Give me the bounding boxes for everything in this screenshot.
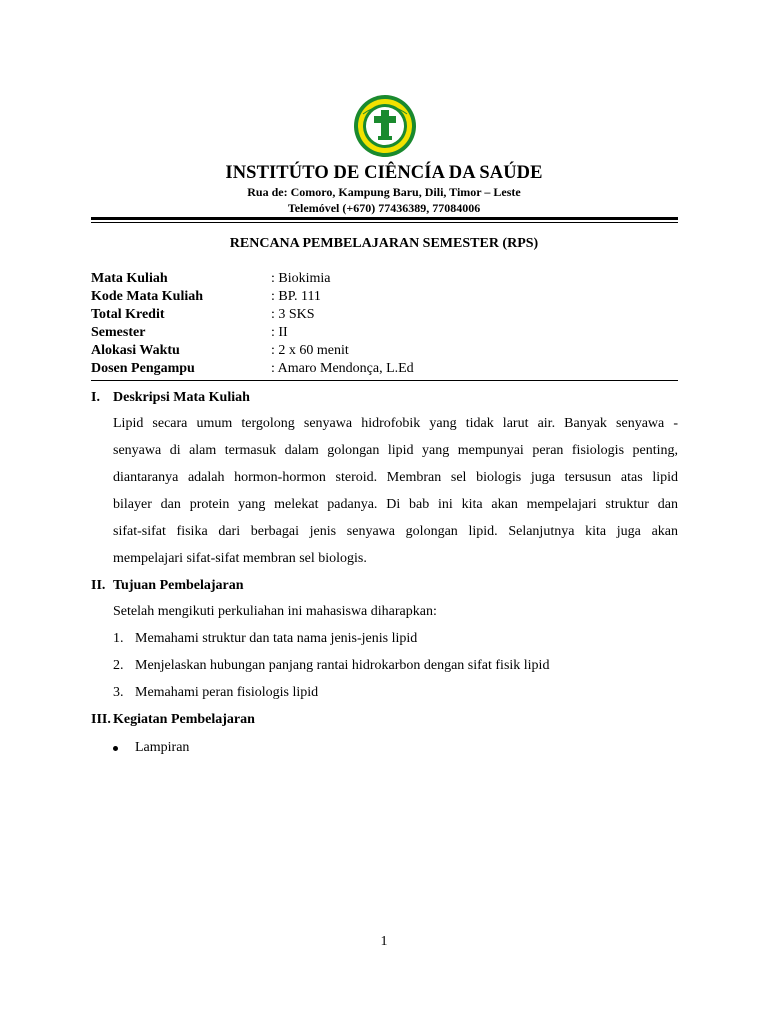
info-table-rule (91, 380, 678, 381)
description-paragraph (113, 410, 678, 572)
info-row (91, 342, 678, 360)
section-number: III. (91, 712, 111, 727)
page-number: 1 (380, 934, 388, 949)
info-row (91, 306, 678, 324)
bullet-text: Lampiran (135, 740, 190, 755)
info-value: : 2 x 60 menit (271, 343, 349, 358)
section-heading-objectives (91, 577, 244, 595)
section-title: Tujuan Pembelajaran (113, 578, 244, 593)
section-heading-activities (91, 711, 255, 729)
info-label: Semester (91, 325, 146, 340)
info-label: Mata Kuliah (91, 271, 168, 286)
info-label: Total Kredit (91, 307, 165, 322)
info-value: : 3 SKS (271, 307, 315, 322)
section-heading-description (91, 389, 250, 407)
header-rule-thick (91, 217, 678, 220)
institution-address: Rua de: Comoro, Kampung Baru, Dili, Timor – Leste (247, 185, 521, 199)
paragraph-line: bilayer dan protein yang melekat padanya. Di bab ini kita akan mempelajari struktur dan (113, 497, 678, 512)
paragraph-line: Lipid secara umum tergolong senyawa hidrofobik yang tidak larut air. Banyak senyawa - (113, 416, 678, 431)
info-value: : II (271, 325, 288, 340)
bullet-icon (113, 746, 118, 751)
section-title: Deskripsi Mata Kuliah (113, 390, 250, 405)
institution-logo (353, 94, 417, 158)
institution-telephone: Telemóvel (+670) 77436389, 77084006 (287, 201, 481, 215)
section-number: I. (91, 390, 100, 405)
info-label: Dosen Pengampu (91, 361, 195, 376)
list-number: 3. (113, 685, 124, 700)
paragraph-line: mempelajari sifat-sifat membran sel biologis. (113, 551, 367, 566)
header-rule-thin (91, 222, 678, 223)
paragraph-line: diantaranya adalah hormon-hormon steroid. Membran sel biologis juga tersusun atas lipid (113, 470, 678, 485)
info-label: Alokasi Waktu (91, 343, 180, 358)
list-text: Memahami peran fisiologis lipid (135, 685, 319, 700)
info-value: : BP. 111 (271, 289, 321, 304)
paragraph-line: sifat-sifat fisika dari berbagai jenis senyawa golongan lipid. Selanjutnya kita juga akan (113, 524, 678, 539)
section-title: Kegiatan Pembelajaran (113, 712, 255, 727)
section-number: II. (91, 578, 106, 593)
list-text: Memahami struktur dan tata nama jenis-jenis lipid (135, 631, 418, 646)
info-value: : Biokimia (271, 271, 331, 286)
list-number: 2. (113, 658, 124, 673)
info-row (91, 270, 678, 288)
objectives-intro: Setelah mengikuti perkuliahan ini mahasiswa diharapkan: (113, 604, 437, 619)
course-info-table (91, 270, 678, 378)
info-row (91, 324, 678, 342)
document-title: RENCANA PEMBELAJARAN SEMESTER (RPS) (229, 236, 539, 251)
institution-name: INSTITÚTO DE CIÊNCÍA DA SAÚDE (225, 163, 543, 183)
info-row (91, 288, 678, 306)
paragraph-line: senyawa di alam termasuk dalam golongan lipid yang mempunyai peran fisiologis penting, (113, 443, 678, 458)
info-row (91, 360, 678, 378)
list-number: 1. (113, 631, 124, 646)
info-value: : Amaro Mendonça, L.Ed (271, 361, 414, 376)
info-label: Kode Mata Kuliah (91, 289, 204, 304)
list-text: Menjelaskan hubungan panjang rantai hidrokarbon dengan sifat fisik lipid (135, 658, 550, 673)
